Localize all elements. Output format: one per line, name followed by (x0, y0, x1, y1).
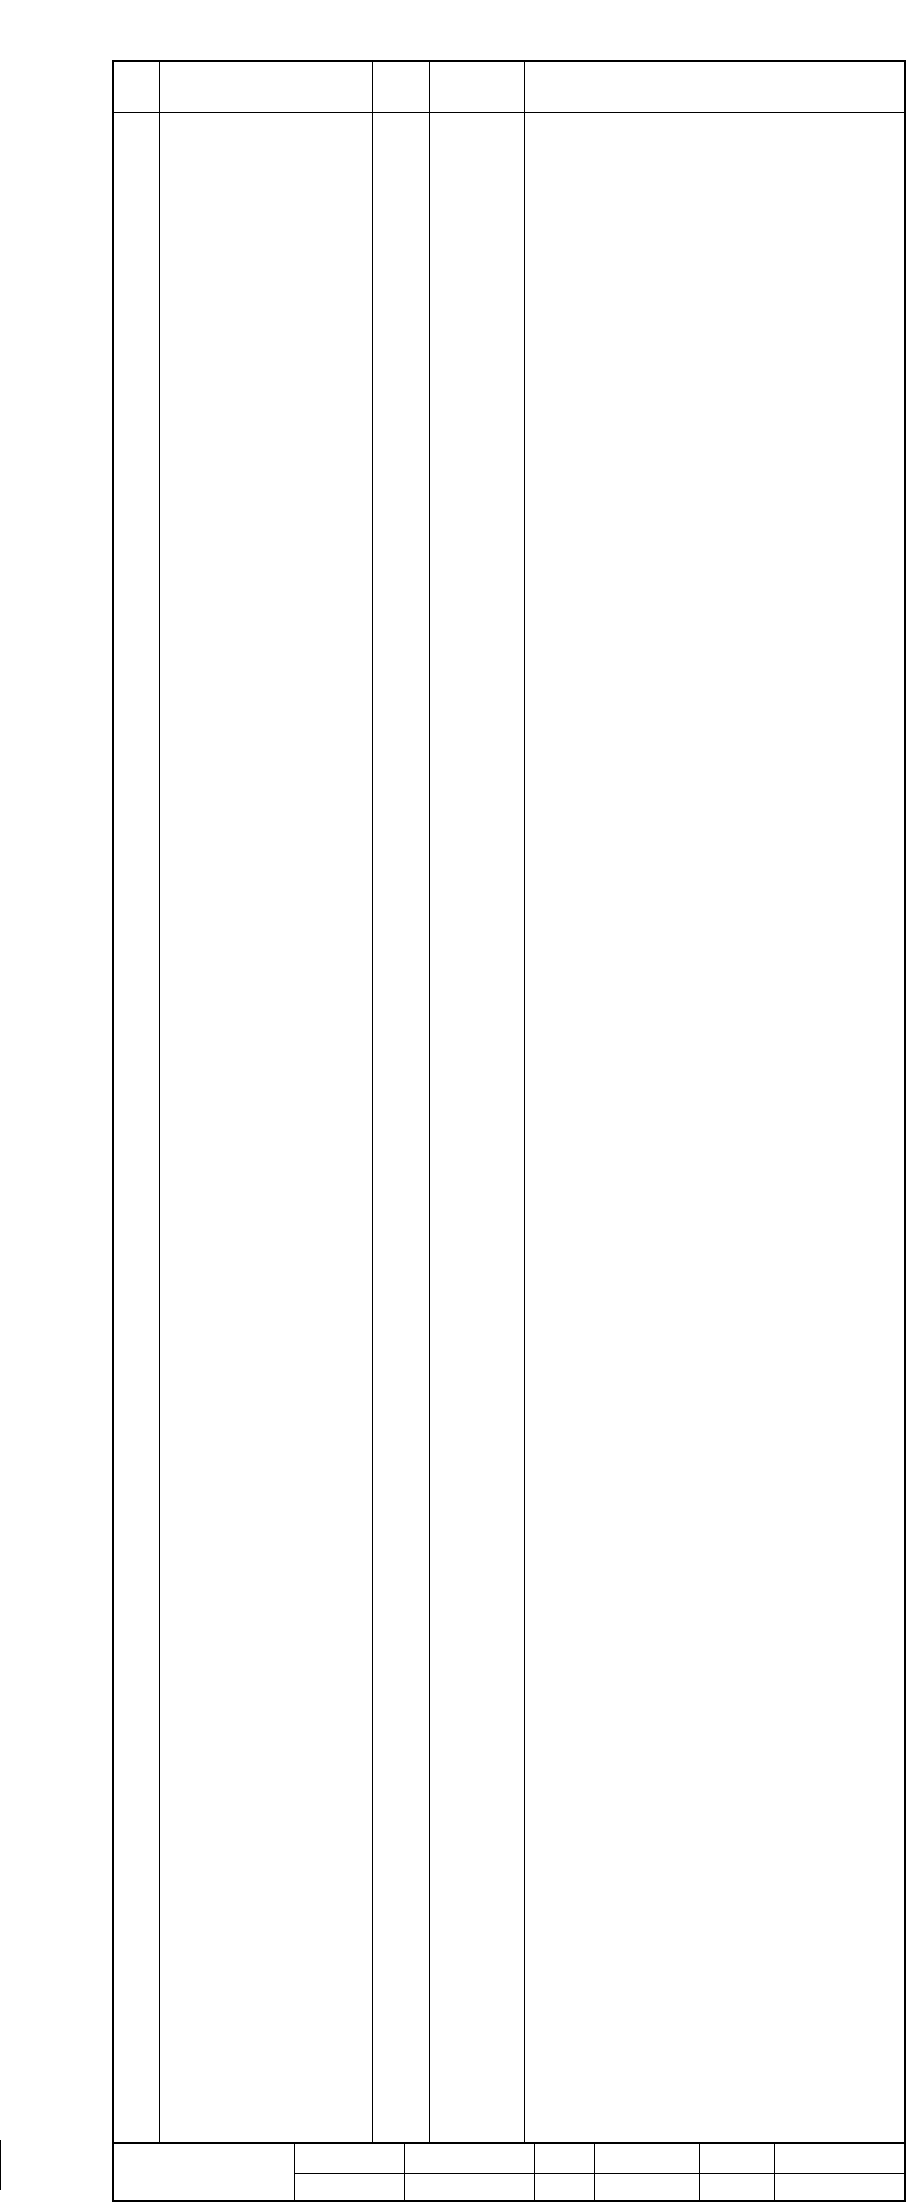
col-divider (159, 62, 160, 2142)
gantt-chart (524, 62, 904, 2200)
header-name (164, 62, 364, 112)
schedule-table (112, 60, 906, 2202)
header-duration (379, 62, 429, 112)
header-id (114, 62, 164, 112)
side-divider (0, 2140, 1, 2190)
footer-divider (294, 2173, 904, 2174)
footer (114, 2142, 904, 2202)
col-divider (372, 62, 373, 2142)
header-start (432, 62, 522, 112)
col-divider (429, 62, 430, 2142)
